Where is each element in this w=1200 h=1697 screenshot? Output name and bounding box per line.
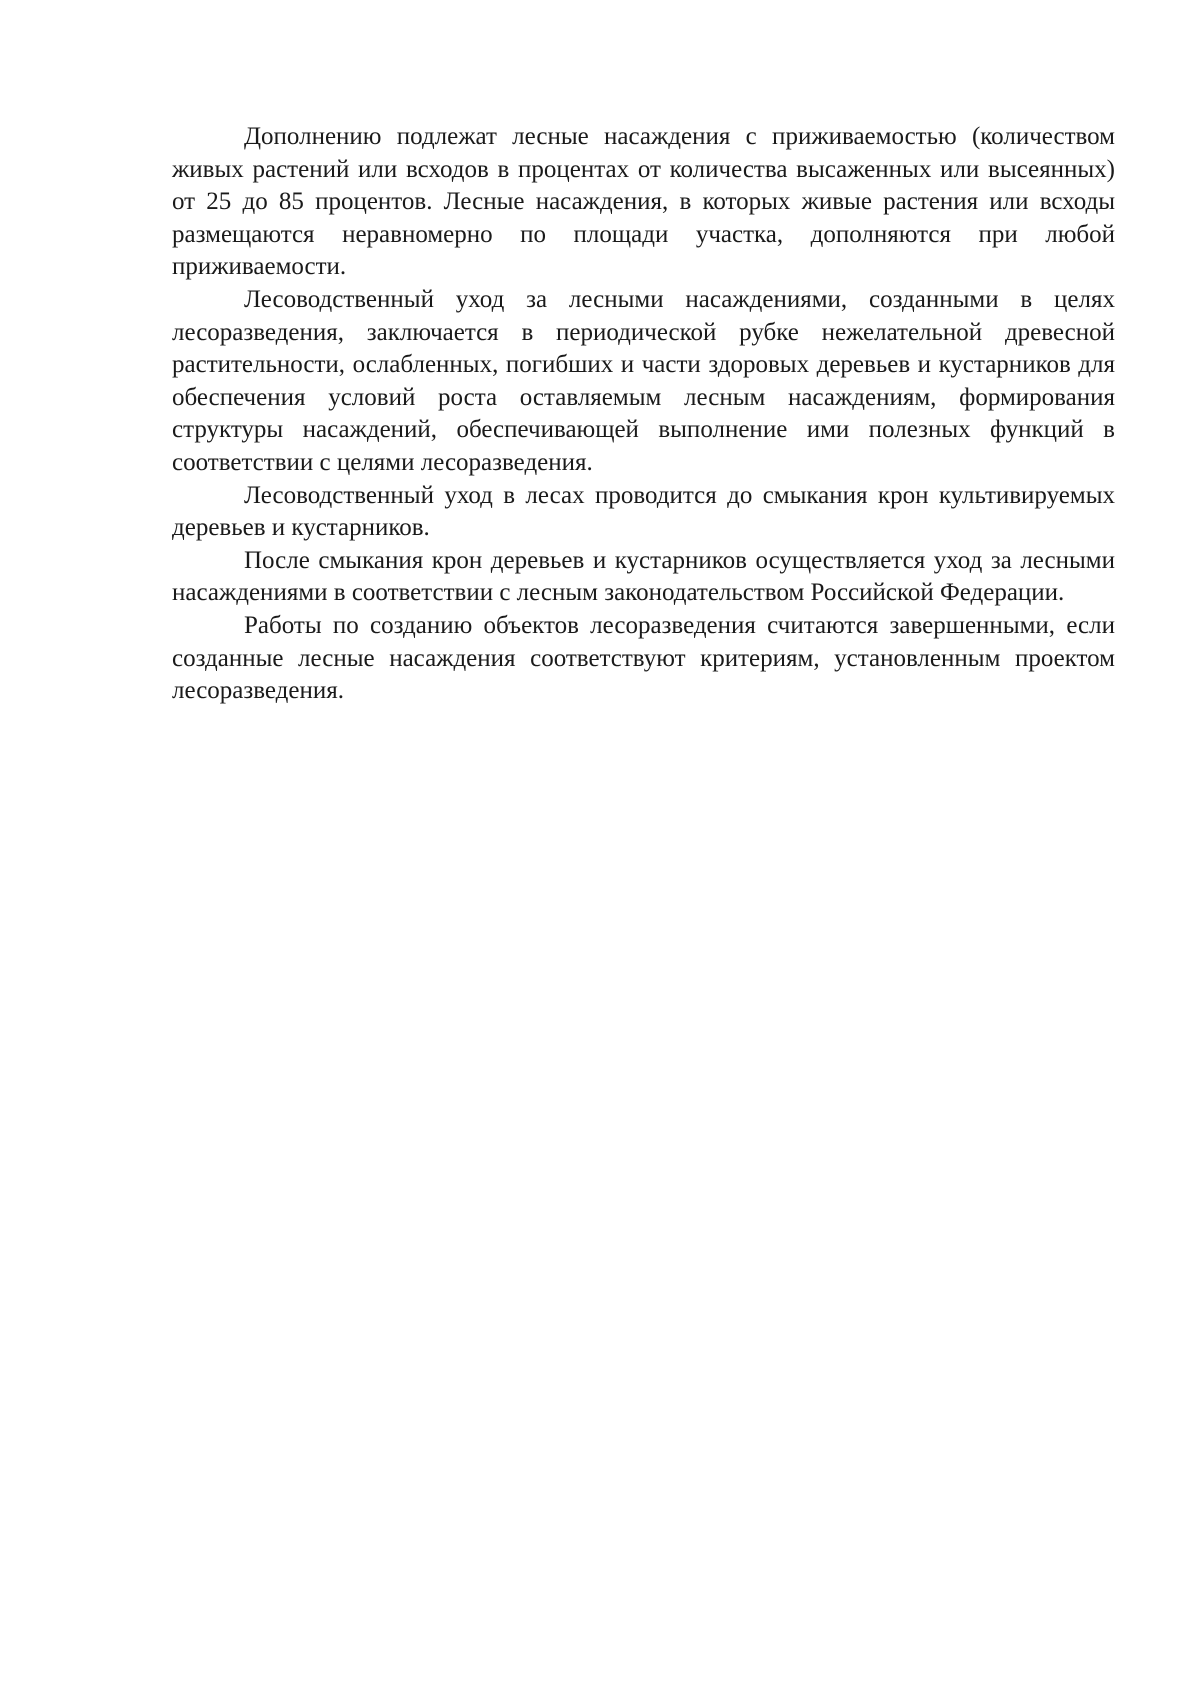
paragraph-after-canopy-closure: После смыкания крон деревьев и кустарников осуществляется уход за лесными насаждениями в соответствии с лесным законодательством Российской Федерации. — [172, 546, 1115, 607]
paragraph-silvicultural-care: Лесоводственный уход за лесными насаждениями, созданными в целях лесоразведения, заключается в периодической рубке нежелательной древесной растительности, ослабленных, погибших и части здоровых деревьев и кустарников для обеспечения условий роста оставляемым лесным насаждениям, формирования структуры насаждений, обеспечивающей выполнение ими полезных функций в соответствии с целями лесоразведения. — [172, 285, 1115, 476]
paragraph-replanting: Дополнению подлежат лесные насаждения с приживаемостью (количеством живых растений или всходов в процентах от количества высаженных или высеянных) от 25 до 85 процентов. Лесные насаждения, в которых живые растения или всходы размещаются неравномерно по площади участка, дополняются при любой приживаемости. — [172, 123, 1115, 281]
document-body — [172, 121, 1115, 708]
paragraph-completion-criteria: Работы по созданию объектов лесоразведения считаются завершенными, если созданные лесные насаждения соответствуют критериям, установленным проектом лесоразведения. — [172, 611, 1115, 705]
paragraph-care-duration: Лесоводственный уход в лесах проводится до смыкания крон культивируемых деревьев и кустарников. — [172, 481, 1115, 542]
